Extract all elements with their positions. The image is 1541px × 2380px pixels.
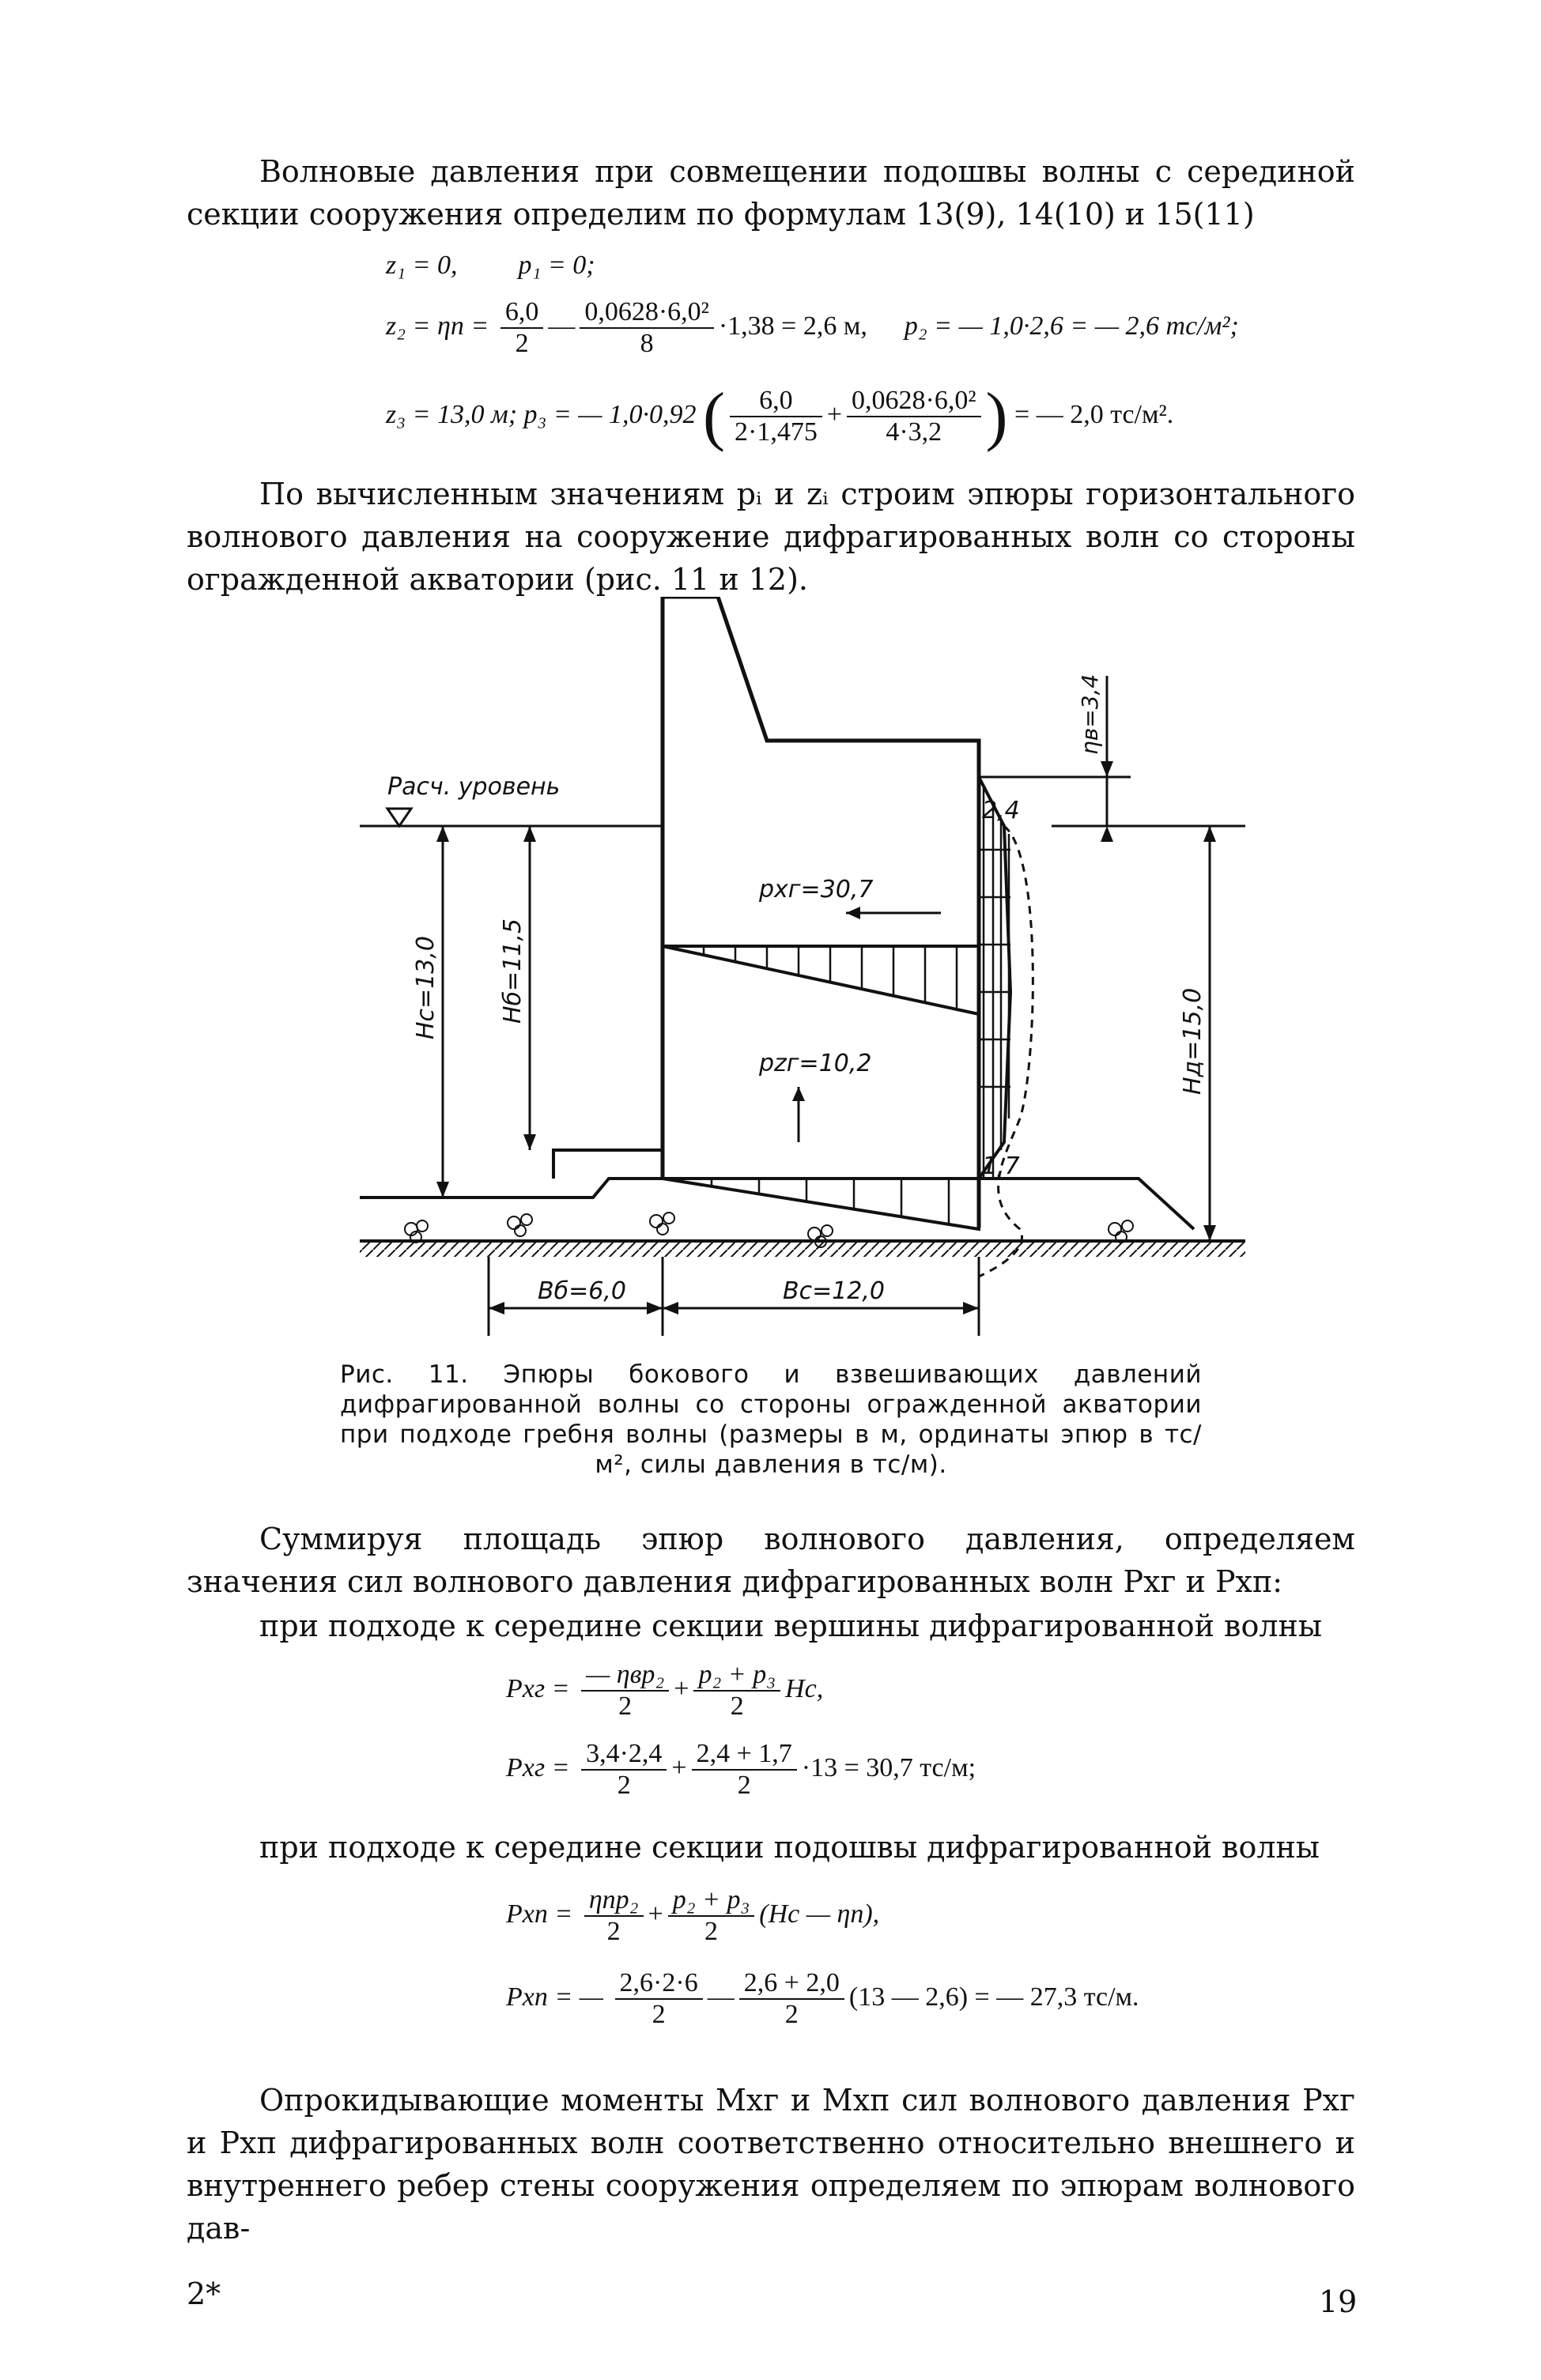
- formula-pxp-numeric: Pxп = — $\frac{2,6\cdot 2\cdot 6}{2}$ — $\frac{2,6 + 2,0}{2}$ (13 — 2,6) = — 27,3 тс/м.: [506, 1968, 1139, 2029]
- fraction: $\frac{\text{0,0628·6,0²}}{4\cdot 3,2}$: [847, 386, 981, 447]
- eta-label: ηв=3,4: [1077, 673, 1103, 755]
- signature-mark: 2*: [187, 2276, 221, 2311]
- formula-z3-lhs: z₃ = 13,0 м; p₃ = — 1,0·0,92: [386, 399, 697, 429]
- formula-pxg-general: Pxг = $\frac{\text{— ηвp₂}}{2}$ + $\frac{\text{p₂ + p₃}}{2}$ Hс,: [506, 1660, 824, 1721]
- uplift-epure-upper: [663, 946, 979, 1014]
- hd-label: Hд=15,0: [1179, 987, 1207, 1095]
- fraction: $\frac{6,0}{2}$: [500, 297, 544, 359]
- hc-label: Hс=13,0: [412, 936, 440, 1039]
- formula-pxg-numeric: Pxг = $\frac{3,4\cdot 2,4}{2}$ + $\frac{2,4 + 1,7}{2}$ ·13 = 30,7 тс/м;: [506, 1739, 976, 1800]
- pxr-label: pxг=30,7: [759, 876, 874, 903]
- bb-label: Вб=6,0: [538, 1277, 626, 1305]
- fraction: $\frac{\text{— ηвp₂}}{2}$: [581, 1660, 669, 1722]
- paragraph-epures: По вычисленным значениям pᵢ и zᵢ строим эпюры горизонтального волнового давления на сооружение дифрагированных волн со стороны огражденной акватории (рис. 11 и 12).: [187, 477, 1355, 597]
- formula-z2-lhs: z₂ = ηп =: [386, 311, 489, 341]
- paragraph-intro: Волновые давления при совмещении подошвы волны с серединой секции сооружения определим по формулам 13(9), 14(10) и 15(11): [187, 154, 1355, 232]
- formula-p1: p₁ = 0;: [518, 251, 595, 280]
- pzr-label: pzг=10,2: [759, 1050, 872, 1077]
- berm-left: [553, 1150, 663, 1179]
- formula-z1: z₁ = 0,: [386, 251, 458, 280]
- figure-11-diagram: [340, 597, 1257, 1348]
- fraction: $\frac{2,6\cdot 2\cdot 6}{2}$: [615, 1968, 703, 2030]
- value-2-4: 2,4: [982, 797, 1020, 824]
- water-level-label: Расч. уровень: [387, 773, 561, 801]
- formula-pxp-general: Pxп = $\frac{\text{ηпp₂}}{2}$ + $\frac{\text{p₂ + p₃}}{2}$ (Hс — ηп),: [506, 1885, 880, 1946]
- fraction: $\frac{3,4\cdot 2,4}{2}$: [581, 1739, 667, 1801]
- fraction: $\frac{2,4 + 1,7}{2}$: [692, 1739, 797, 1801]
- figure-11-caption: Рис. 11. Эпюры бокового и взвешивающих давлений дифрагированной волны со стороны огражденной акватории при подходе гребня волны (размеры в м, ординаты эпюр в тс/м², силы давления в тс/м).: [340, 1360, 1202, 1479]
- formula-z3: z₃ = 13,0 м; p₃ = — 1,0·0,92 ( $\frac{6,0}{2\cdot 1,475}$ + $\frac{\text{0,0628·6,0²}}{4\cdot 3,2}$ ) = — 2,0 тс/м².: [386, 379, 1174, 453]
- paragraph-crest-case: при подходе к середине секции вершины дифрагированной волны: [259, 1609, 1323, 1643]
- fraction: $\frac{\text{p₂ + p₃}}{2}$: [668, 1885, 755, 1947]
- fraction: $\frac{6,0}{2\cdot 1,475}$: [730, 386, 822, 447]
- fraction: $\frac{\text{ηпp₂}}{2}$: [584, 1885, 644, 1947]
- page-number: 19: [1319, 2284, 1358, 2319]
- fraction: $\frac{\text{0,0628·6,0²}}{8}$: [580, 297, 714, 359]
- bc-label: Вс=12,0: [783, 1277, 886, 1305]
- fraction: $\frac{2,6 + 2,0}{2}$: [739, 1968, 844, 2030]
- paragraph-forces: Суммируя площадь эпюр волнового давления, определяем значения сил волнового давления дифрагированных волн Pxг и Pxп:: [187, 1522, 1355, 1599]
- value-1-7: 1,7: [982, 1152, 1020, 1180]
- formula-z1-p1: [386, 250, 595, 281]
- formula-z2: z₂ = ηп = $\frac{6,0}{2}$ — $\frac{\text{0,0628·6,0²}}{8}$ ·1,38 = 2,6 м, p₂ = — 1,0·2,6 = — 2,6 тс/м²;: [386, 297, 1239, 358]
- hb-label: Hб=11,5: [499, 918, 527, 1024]
- uplift-epure-lower: [663, 1179, 979, 1229]
- seabed-hatching: [360, 1241, 1245, 1257]
- formula-p2: p₂ = — 1,0·2,6 = — 2,6 тс/м²;: [904, 311, 1239, 341]
- paragraph-trough-case: при подходе к середине секции подошвы дифрагированной волны: [259, 1830, 1320, 1865]
- fraction: $\frac{\text{p₂ + p₃}}{2}$: [693, 1660, 780, 1722]
- water-level-triangle-icon: [387, 809, 411, 826]
- paragraph-moments: Опрокидывающие моменты Mxг и Mxп сил волнового давления Pxг и Pxп дифрагированных волн соответственно относительно внешнего и внутреннего ребер стены сооружения определяем по эпюрам волнового дав-: [187, 2083, 1355, 2246]
- rubble-mound: [360, 1179, 1194, 1229]
